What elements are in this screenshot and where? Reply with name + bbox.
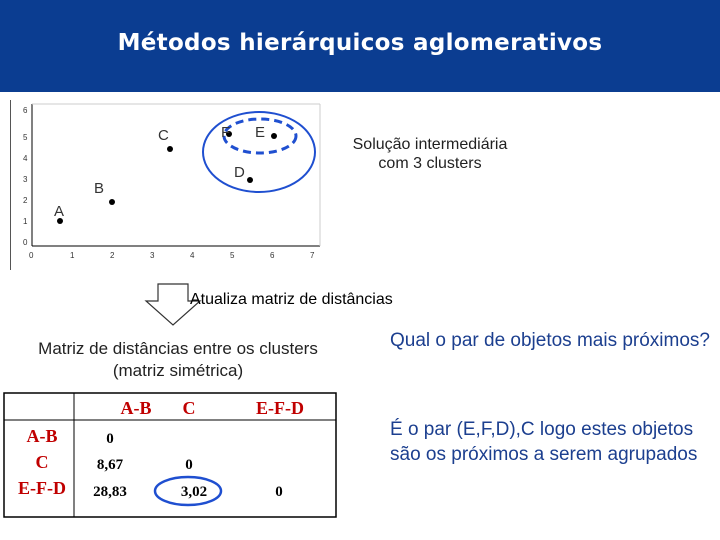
- y-tick-5: 5: [23, 133, 28, 142]
- cell-efd-c: 3,02: [180, 484, 208, 500]
- solution-caption: Solução intermediária com 3 clusters: [352, 136, 508, 172]
- cell-c-c: 0: [185, 457, 193, 473]
- x-tick-2: 2: [110, 251, 115, 260]
- label-a: A: [54, 203, 65, 220]
- matrix-title: [10, 338, 346, 382]
- label-f: F: [221, 124, 231, 141]
- x-tick-7: 7: [310, 251, 315, 260]
- x-tick-5: 5: [230, 251, 235, 260]
- y-tick-3: 3: [23, 175, 28, 184]
- cell-ab-ab: 0: [106, 431, 114, 447]
- header-bar: [0, 0, 720, 92]
- y-tick-2: 2: [23, 196, 28, 205]
- cell-efd-ab: 28,83: [93, 484, 127, 500]
- x-tick-3: 3: [150, 251, 155, 260]
- label-e: E: [255, 124, 266, 141]
- col-header-ab: A-B: [120, 398, 152, 418]
- question-text: Qual o par de objetos mais próximos?: [390, 330, 710, 351]
- x-tick-4: 4: [190, 251, 195, 260]
- y-tick-0: 0: [23, 238, 28, 247]
- col-header-c: C: [182, 398, 196, 418]
- cell-c-ab: 8,67: [96, 457, 124, 473]
- label-b: B: [94, 180, 105, 197]
- scatter-plot: [10, 100, 340, 270]
- row-header-ab: A-B: [26, 426, 58, 446]
- label-c: C: [158, 127, 169, 144]
- label-d: D: [234, 164, 245, 181]
- y-tick-6: 6: [23, 106, 28, 115]
- point-e: [271, 133, 277, 139]
- answer-text: É o par (E,F,D),C logo estes objetos são os próximos a serem agrupados: [390, 419, 698, 465]
- y-tick-4: 4: [23, 154, 28, 163]
- row-header-efd: E-F-D: [18, 478, 66, 498]
- matrix-title-line2: (matriz simétrica): [112, 361, 244, 380]
- distance-matrix: [0, 390, 340, 520]
- point-c: [167, 146, 173, 152]
- x-tick-6: 6: [270, 251, 275, 260]
- point-d: [247, 177, 253, 183]
- update-matrix-label: Atualiza matriz de distâncias: [190, 291, 393, 308]
- row-header-c: C: [35, 452, 49, 472]
- y-tick-1: 1: [23, 217, 28, 226]
- x-tick-1: 1: [70, 251, 75, 260]
- cell-efd-efd: 0: [275, 484, 283, 500]
- matrix-title-line1: Matriz de distâncias entre os clusters: [38, 339, 318, 358]
- x-tick-0: 0: [29, 251, 34, 260]
- point-b: [109, 199, 115, 205]
- page-title: Métodos hierárquicos aglomerativos: [117, 30, 603, 56]
- col-header-efd: E-F-D: [256, 398, 304, 418]
